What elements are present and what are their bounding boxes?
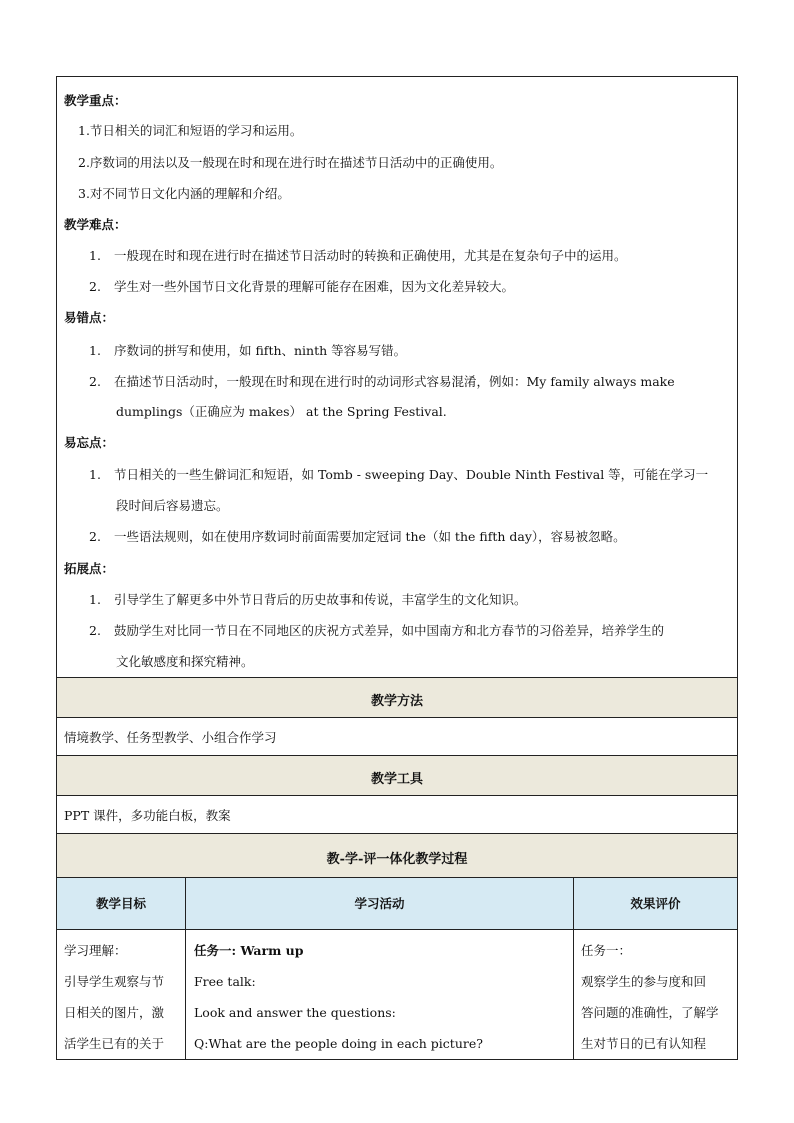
header-activity: 学习活动 [354, 896, 405, 911]
extend-item: 鼓励学生对比同一节日在不同地区的庆祝方式差异，如中国南方和北方春节的习俗差异，培养学生的 [114, 623, 665, 638]
key-points-heading: 教学重点： [64, 93, 127, 108]
header-evaluation: 效果评价 [630, 896, 681, 911]
difficult-item: 一般现在时和现在进行时在描述节日活动时的转换和正确使用，尤其是在复杂句子中的运用。 [114, 248, 627, 263]
error-item: 序数词的拼写和使用，如 fifth、ninth 等容易写错。 [114, 343, 407, 358]
process-title-band [57, 833, 737, 877]
forget-item-number: 2. [89, 529, 101, 544]
methods-title-band [57, 677, 737, 717]
difficult-item: 学生对一些外国节日文化背景的理解可能存在困难，因为文化差异较大。 [114, 279, 515, 294]
extend-item-continuation: 文化敏感度和探究精神。 [116, 654, 254, 669]
evaluation-line: 观察学生的参与度和回 [581, 974, 707, 989]
evaluation-line: 生对节日的已有认知程 [581, 1036, 707, 1051]
activity-line: Look and answer the questions: [194, 1005, 396, 1020]
header-cell-objective [57, 877, 185, 929]
column-divider [185, 877, 186, 1059]
forget-item: 节日相关的一些生僻词汇和短语，如 Tomb - sweeping Day、Double Ninth Festival 等，可能在学习一 [114, 467, 709, 482]
tools-content-row [57, 795, 737, 833]
objective-line: 活学生已有的关于 [64, 1036, 165, 1051]
forget-heading: 易忘点： [64, 435, 115, 450]
key-point-item: 1.节日相关的词汇和短语的学习和运用。 [78, 123, 303, 138]
extend-item-number: 2. [89, 623, 101, 638]
tools-title-band [57, 755, 737, 795]
process-title: 教-学-评一体化教学过程 [326, 852, 468, 867]
difficult-heading: 教学难点： [64, 217, 127, 232]
column-divider [573, 877, 574, 1059]
extend-item: 引导学生了解更多中外节日背后的历史故事和传说，丰富学生的文化知识。 [114, 592, 527, 607]
tools-content: PPT 课件，多功能白板，教案 [64, 808, 231, 823]
methods-title: 教学方法 [370, 694, 423, 709]
activity-line: Q:What are the people doing in each picture? [194, 1036, 483, 1051]
error-item: 在描述节日活动时，一般现在时和现在进行时的动词形式容易混淆，例如：My family always make [114, 374, 675, 389]
task-one-title: 任务一: Warm up [194, 943, 304, 958]
error-item-number: 1. [89, 343, 101, 358]
forget-item-continuation: 段时间后容易遗忘。 [116, 498, 229, 513]
header-cell-activity [186, 877, 573, 929]
tools-title: 教学工具 [370, 772, 423, 787]
activity-line: Free talk: [194, 974, 256, 989]
methods-content-row [57, 717, 737, 755]
extend-item-number: 1. [89, 592, 101, 607]
header-objective: 教学目标 [95, 896, 146, 911]
difficult-item-number: 1. [89, 248, 101, 263]
error-heading: 易错点： [64, 310, 115, 325]
forget-item-number: 1. [89, 467, 101, 482]
difficult-item-number: 2. [89, 279, 101, 294]
error-item-number: 2. [89, 374, 101, 389]
evaluation-line: 答问题的准确性，了解学 [581, 1005, 719, 1020]
header-cell-evaluation [574, 877, 737, 929]
error-item-continuation: dumplings（正确应为 makes） at the Spring Festival. [116, 404, 447, 419]
forget-item: 一些语法规则，如在使用序数词时前面需要加定冠词 the（如 the fifth day），容易被忽略。 [114, 529, 626, 544]
evaluation-line: 任务一： [581, 943, 632, 958]
lesson-plan-table [56, 76, 738, 1060]
objectives-section [57, 77, 737, 677]
objective-line: 日相关的图片，激 [64, 1005, 165, 1020]
methods-content: 情境教学、任务型教学、小组合作学习 [64, 730, 277, 745]
objective-line: 学习理解： [64, 943, 127, 958]
objective-line: 引导学生观察与节 [64, 974, 165, 989]
key-point-item: 3.对不同节日文化内涵的理解和介绍。 [78, 186, 290, 201]
key-point-item: 2.序数词的用法以及一般现在时和现在进行时在描述节日活动中的正确使用。 [78, 155, 503, 170]
extend-heading: 拓展点： [64, 561, 115, 576]
